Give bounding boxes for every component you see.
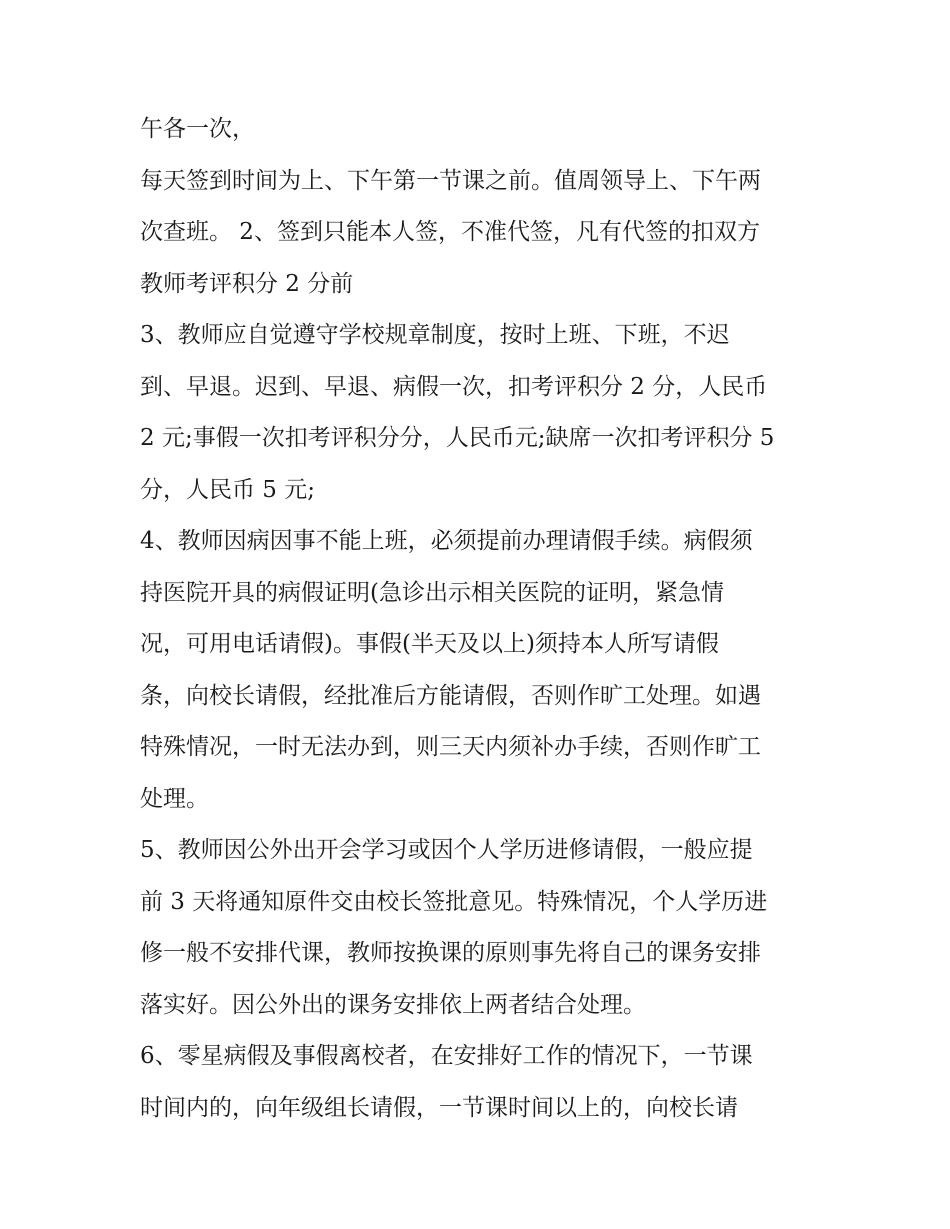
text-line: 时间内的，向年级组长请假，一节课时间以上的，向校长请 — [140, 1094, 738, 1121]
text-line: 特殊情况，一时无法办到，则三天内须补办手续，否则作旷工 — [140, 734, 761, 760]
text-line: 次查班。 2、签到只能本人签，不准代签，凡有代签的扣双方 — [140, 219, 760, 245]
text-line: 落实好。因公外出的课务安排依上两者结合处理。 — [140, 991, 646, 1018]
text-line: 持医院开具的病假证明(急诊出示相关医院的证明，紧急情 — [140, 579, 724, 606]
text-line: 每天签到时间为上、下午第一节课之前。值周领导上、下午两 — [140, 167, 761, 194]
text-line: 修一般不安排代课，教师按换课的原则事先将自己的课务安排 — [140, 940, 761, 966]
text-line: 条，向校长请假，经批准后方能请假，否则作旷工处理。如遇 — [140, 682, 761, 709]
text-line: 6、零星病假及事假离校者，在安排好工作的情况下，一节课 — [140, 1043, 753, 1069]
text-line: 教师考评积分 2 分前 — [140, 270, 354, 297]
text-line: 前 3 天将通知原件交由校长签批意见。特殊情况，个人学历进 — [140, 888, 768, 915]
text-line: 到、早退。迟到、早退、病假一次，扣考评积分 2 分，人民币 — [140, 373, 768, 400]
text-line: 3、教师应自觉遵守学校规章制度，按时上班、下班，不迟 — [140, 322, 730, 348]
text-line: 4、教师因病因事不能上班，必须提前办理请假手续。病假须 — [140, 528, 753, 554]
text-line: 午各一次， — [140, 116, 255, 142]
text-line: 分，人民币 5 元; — [140, 476, 316, 503]
text-line: 5、教师因公外出开会学习或因个人学历进修请假，一般应提 — [140, 837, 753, 863]
text-line: 处理。 — [140, 785, 209, 812]
text-line: 况，可用电话请假)。事假(半天及以上)须持本人所写请假 — [140, 631, 719, 657]
text-line: 2 元;事假一次扣考评积分分，人民币元;缺席一次扣考评积分 5 — [140, 425, 775, 451]
document-body — [140, 104, 830, 1134]
